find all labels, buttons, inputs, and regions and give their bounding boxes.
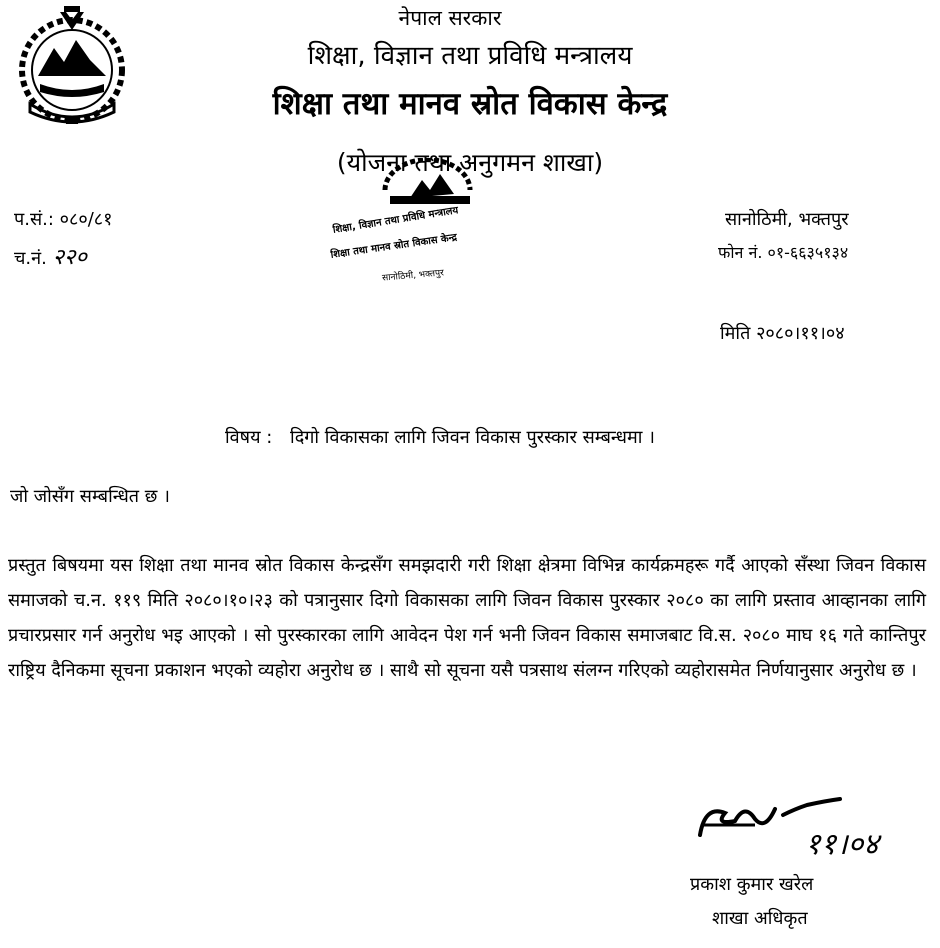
subject-text: दिगो विकासका लागि जिवन विकास पुरस्कार सम्बन्धमा । xyxy=(290,427,655,448)
dispatch-value: २२० xyxy=(52,245,87,270)
dispatch-label: च.नं. xyxy=(14,248,47,269)
government-name: नेपाल सरकार xyxy=(398,6,502,30)
office-location: सानोठिमी, भक्तपुर xyxy=(725,209,849,230)
subject-label: विषय : xyxy=(225,427,273,448)
subject-line xyxy=(225,425,655,449)
stamp-line-1: शिक्षा, विज्ञान तथा प्रविधि मन्त्रालय xyxy=(332,205,460,236)
section-name: (योजना तथा अनुगमन शाखा) xyxy=(336,148,604,177)
dispatch-number-ref xyxy=(14,241,87,271)
stamp-line-2: शिक्षा तथा मानव स्रोत विकास केन्द्र xyxy=(330,232,458,261)
salutation: जो जोसँग सम्बन्धित छ । xyxy=(10,486,170,507)
letter-date: मिति २०८०।११।०४ xyxy=(720,323,845,344)
fiscal-label: प.सं.: xyxy=(14,209,54,230)
center-name: शिक्षा तथा मानव स्रोत विकास केन्द्र xyxy=(272,86,668,122)
fiscal-value: ०८०/८१ xyxy=(59,209,113,230)
signatory-name: प्रकाश कुमार खरेल xyxy=(690,874,814,895)
letter-body: प्रस्तुत बिषयमा यस शिक्षा तथा मानव स्रोत विकास केन्द्रसँग समझदारी गरी शिक्षा क्षेत्रमा विभिन्न कार्यक्रमहरू गर्दै आएको सँस्था जिवन विकास समाजको च.न. ११९ मिति २०८०।१०।२३ को पत्रानुसार दिगो विकासका लागि जिवन विकास पुरस्कार २०८० का लागि प्रस्ताव आव्हानका लागि प्रचारप्रसार गर्न अनुरोध भइ आएको । सो पुरस्कारका लागि आवेदन पेश गर्न भनी जिवन विकास समाजबाट वि.स. २०८० माघ १६ गते कान्तिपुर राष्ट्रिय दैनिकमा सूचना प्रकाशन भएको व्यहोरा अनुरोध छ । साथै सो सूचना यसै पत्रसाथ संलग्न गरिएको व्यहोरासमेत निर्णयानुसार अनुरोध छ । xyxy=(8,555,926,681)
office-stamp xyxy=(330,158,540,298)
fiscal-year-ref xyxy=(14,207,113,231)
government-emblem xyxy=(10,4,135,130)
office-phone: फोन नं. ०१-६६३५१३४ xyxy=(718,243,849,262)
ministry-name: शिक्षा, विज्ञान तथा प्रविधि मन्त्रालय xyxy=(307,41,633,71)
stamp-line-3: सानोठिमी, भक्तपुर xyxy=(381,268,445,284)
signatory-post: शाखा अधिकृत xyxy=(712,908,808,929)
signature-date: ११।०४ xyxy=(805,827,879,862)
